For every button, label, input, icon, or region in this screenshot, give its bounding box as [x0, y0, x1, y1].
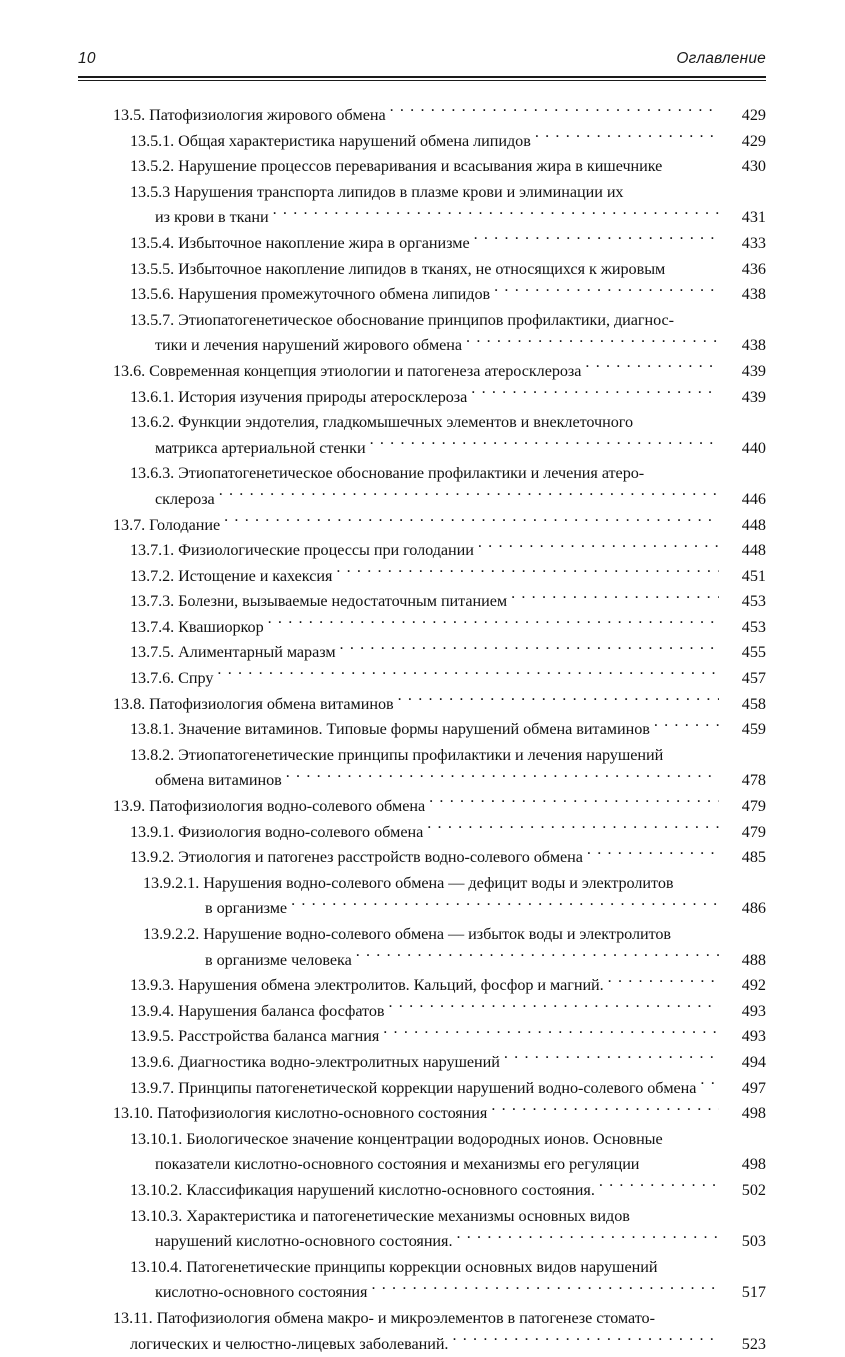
dot-leader — [535, 129, 719, 145]
toc-entry[interactable] — [78, 922, 766, 948]
dot-leader — [273, 206, 719, 222]
toc-entry-page-number: 439 — [722, 359, 766, 385]
toc-entry-page-number: 453 — [722, 589, 766, 615]
dot-leader — [585, 360, 719, 376]
toc-entry-label: 13.5.3 Нарушения транспорта липидов в плазме крови и элиминации их — [130, 180, 623, 206]
toc-entry[interactable] — [78, 1280, 766, 1306]
toc-entry-page-number: 503 — [722, 1229, 766, 1255]
dot-leader — [608, 974, 719, 990]
dot-leader — [648, 462, 719, 478]
dot-leader — [599, 1179, 719, 1195]
toc-entry-label: кислотно-основного состояния — [155, 1280, 367, 1306]
toc-entry-page-number: 448 — [722, 538, 766, 564]
toc-entry[interactable] — [78, 845, 766, 871]
toc-entry-page-number: 485 — [722, 845, 766, 871]
toc-entry[interactable] — [78, 103, 766, 129]
dot-leader — [268, 616, 719, 632]
toc-entry[interactable] — [78, 1229, 766, 1255]
toc-entry-label: 13.7.2. Истощение и кахексия — [130, 564, 332, 590]
dot-leader — [504, 1051, 719, 1067]
toc-entry[interactable] — [78, 1152, 766, 1178]
toc-entry-label: 13.7.1. Физиологические процессы при голодании — [130, 538, 474, 564]
toc-entry-page-number: 459 — [722, 717, 766, 743]
toc-entry-label: 13.9.2.2. Нарушение водно-солевого обмена — избыток воды и электролитов — [143, 922, 671, 948]
toc-entry-label: 13.6.3. Этиопатогенетическое обоснование профилактики и лечения атеро- — [130, 461, 644, 487]
toc-entry-label: обмена витаминов — [155, 768, 282, 794]
toc-entry-label: 13.7.4. Квашиоркор — [130, 615, 264, 641]
toc-entry-label: логических и челюстно-лицевых заболеваний. — [130, 1332, 448, 1357]
dot-leader — [217, 667, 719, 683]
dot-leader — [340, 641, 719, 657]
toc-entry-label: 13.10.2. Классификация нарушений кислотно-основного состояния. — [130, 1178, 595, 1204]
toc-entry-page-number: 451 — [722, 564, 766, 590]
toc-entry[interactable] — [78, 768, 766, 794]
toc-entry-label: 13.7.6. Спру — [130, 666, 213, 692]
toc-entry-page-number: 478 — [722, 768, 766, 794]
toc-entry-label: 13.5.4. Избыточное накопление жира в организме — [130, 231, 470, 257]
toc-entry[interactable] — [78, 1204, 766, 1230]
toc-entry-label: 13.9.7. Принципы патогенетической коррекции нарушений водно-солевого обмена — [130, 1076, 696, 1102]
dot-leader — [291, 897, 719, 913]
toc-entry[interactable] — [78, 999, 766, 1025]
toc-entry-label: 13.11. Патофизиология обмена макро- и микроэлементов в патогенезе стомато- — [113, 1306, 655, 1332]
toc-entry[interactable] — [78, 743, 766, 769]
toc-entry-label: из крови в ткани — [155, 205, 269, 231]
header-double-rule — [78, 76, 766, 81]
dot-leader — [398, 692, 719, 708]
toc-entry-label: 13.6.2. Функции эндотелия, гладкомышечных элементов и внеклеточного — [130, 410, 633, 436]
dot-leader — [356, 948, 719, 964]
dot-leader — [637, 411, 719, 427]
dot-leader — [478, 539, 719, 555]
toc-entry-page-number: 517 — [722, 1280, 766, 1306]
toc-entry[interactable] — [78, 871, 766, 897]
toc-entry-label: 13.5.7. Этиопатогенетическое обоснование принципов профилактики, диагнос- — [130, 308, 674, 334]
toc-entry-label: 13.7.5. Алиментарный маразм — [130, 640, 336, 666]
toc-entry-label: 13.10.3. Характеристика и патогенетические механизмы основных видов — [130, 1204, 630, 1230]
toc-entry-page-number: 502 — [722, 1178, 766, 1204]
toc-entry-page-number: 438 — [722, 282, 766, 308]
toc-entry[interactable] — [78, 180, 766, 206]
dot-leader — [491, 1102, 719, 1118]
toc-entry-label: 13.7.3. Болезни, вызываемые недостаточным питанием — [130, 589, 507, 615]
dot-leader — [667, 1128, 719, 1144]
toc-entry[interactable] — [78, 282, 766, 308]
dot-leader — [471, 385, 719, 401]
toc-entry-page-number: 457 — [722, 666, 766, 692]
toc-entry-page-number: 440 — [722, 436, 766, 462]
dot-leader — [700, 1076, 719, 1092]
toc-entry-page-number: 430 — [722, 154, 766, 180]
toc-entry[interactable] — [78, 973, 766, 999]
toc-entry[interactable] — [78, 1306, 766, 1332]
dot-leader — [224, 513, 719, 529]
toc-entry[interactable] — [78, 436, 766, 462]
dot-leader — [587, 846, 719, 862]
header-rule-thin — [78, 80, 766, 81]
dot-leader — [286, 769, 719, 785]
toc-entry[interactable] — [78, 1101, 766, 1127]
toc-entry-page-number: 455 — [722, 640, 766, 666]
dot-leader — [494, 283, 719, 299]
dot-leader — [452, 1332, 719, 1348]
dot-leader — [429, 795, 719, 811]
toc-entry[interactable] — [78, 538, 766, 564]
toc-entry-page-number: 479 — [722, 820, 766, 846]
toc-entry-page-number: 453 — [722, 615, 766, 641]
toc-entry[interactable] — [78, 1332, 766, 1357]
toc-entry-label: 13.9.3. Нарушения обмена электролитов. Кальций, фосфор и магний. — [130, 973, 604, 999]
toc-entry[interactable] — [78, 513, 766, 539]
dot-leader — [219, 488, 719, 504]
toc-entry-label: нарушений кислотно-основного состояния. — [155, 1229, 452, 1255]
toc-entry[interactable] — [78, 640, 766, 666]
toc-entry[interactable] — [78, 820, 766, 846]
dot-leader — [669, 257, 719, 273]
toc-entry[interactable] — [78, 359, 766, 385]
toc-entry[interactable] — [78, 461, 766, 487]
toc-entry[interactable] — [78, 794, 766, 820]
header-rule-thick — [78, 76, 766, 78]
toc-entry-page-number: 488 — [722, 948, 766, 974]
toc-entry[interactable] — [78, 205, 766, 231]
toc-entry[interactable] — [78, 948, 766, 974]
toc-entry-label: 13.8.2. Этиопатогенетические принципы профилактики и лечения нарушений — [130, 743, 663, 769]
toc-entry[interactable] — [78, 231, 766, 257]
toc-entry-label: 13.9.4. Нарушения баланса фосфатов — [130, 999, 385, 1025]
running-head-title: Оглавление — [676, 50, 766, 68]
toc-entry[interactable] — [78, 589, 766, 615]
toc-entry[interactable] — [78, 129, 766, 155]
toc-entry[interactable] — [78, 1127, 766, 1153]
toc-entry[interactable] — [78, 717, 766, 743]
toc-entry-page-number: 448 — [722, 513, 766, 539]
toc-entry[interactable] — [78, 615, 766, 641]
dot-leader — [474, 232, 719, 248]
toc-entry[interactable] — [78, 1255, 766, 1281]
toc-entry-label: 13.9.6. Диагностика водно-электролитных нарушений — [130, 1050, 500, 1076]
dot-leader — [678, 309, 719, 325]
dot-leader — [371, 1281, 719, 1297]
toc-entry[interactable] — [78, 333, 766, 359]
toc-entry-page-number: 498 — [722, 1152, 766, 1178]
dot-leader — [336, 565, 719, 581]
toc-entry-label: 13.9.2.1. Нарушения водно-солевого обмена — дефицит воды и электролитов — [143, 871, 673, 897]
dot-leader — [389, 1000, 719, 1016]
toc-entry-label: показатели кислотно-основного состояния и механизмы его регуляции — [155, 1152, 639, 1178]
toc-entry[interactable] — [78, 666, 766, 692]
toc-entry-page-number: 431 — [722, 205, 766, 231]
dot-leader — [390, 104, 719, 120]
dot-leader — [675, 923, 719, 939]
toc-entry-page-number: 494 — [722, 1050, 766, 1076]
toc-entry-label: 13.10. Патофизиология кислотно-основного состояния — [113, 1101, 487, 1127]
dot-leader — [667, 744, 719, 760]
toc-entry-label: 13.8. Патофизиология обмена витаминов — [113, 692, 394, 718]
toc-entry[interactable] — [78, 1024, 766, 1050]
toc-entry-page-number: 479 — [722, 794, 766, 820]
toc-entry-label: 13.6. Современная концепция этиологии и патогенеза атеросклероза — [113, 359, 581, 385]
toc-entry[interactable] — [78, 564, 766, 590]
toc-entry-label: в организме человека — [205, 948, 352, 974]
toc-entry-label: 13.5.5. Избыточное накопление липидов в тканях, не относящихся к жировым — [130, 257, 665, 283]
toc-entry-label: 13.9. Патофизиология водно-солевого обмена — [113, 794, 425, 820]
toc-entry-label: склероза — [155, 487, 215, 513]
toc-entry[interactable] — [78, 154, 766, 180]
toc-entry-page-number: 429 — [722, 103, 766, 129]
toc-entry[interactable] — [78, 692, 766, 718]
page-folio-number: 10 — [78, 50, 96, 68]
dot-leader — [383, 1025, 719, 1041]
dot-leader — [466, 334, 719, 350]
dot-leader — [661, 1256, 719, 1272]
toc-entry-label: 13.5.1. Общая характеристика нарушений обмена липидов — [130, 129, 531, 155]
toc-entry-page-number: 498 — [722, 1101, 766, 1127]
toc-entry-label: 13.10.1. Биологическое значение концентрации водородных ионов. Основные — [130, 1127, 663, 1153]
toc-entry[interactable] — [78, 1076, 766, 1102]
toc-entry-page-number: 436 — [722, 257, 766, 283]
toc-entry-label: 13.8.1. Значение витаминов. Типовые формы нарушений обмена витаминов — [130, 717, 650, 743]
toc-entry-page-number: 493 — [722, 999, 766, 1025]
toc-entry-label: 13.6.1. История изучения природы атеросклероза — [130, 385, 467, 411]
table-of-contents — [78, 103, 766, 1357]
toc-entry-page-number: 429 — [722, 129, 766, 155]
dot-leader — [456, 1230, 719, 1246]
toc-entry-label: тики и лечения нарушений жирового обмена — [155, 333, 462, 359]
toc-entry-page-number: 446 — [722, 487, 766, 513]
toc-entry[interactable] — [78, 410, 766, 436]
toc-entry-page-number: 497 — [722, 1076, 766, 1102]
dot-leader — [666, 155, 719, 171]
dot-leader — [659, 1307, 719, 1323]
toc-entry-label: матрикса артериальной стенки — [155, 436, 366, 462]
dot-leader — [643, 1153, 719, 1169]
toc-entry[interactable] — [78, 1050, 766, 1076]
toc-entry-page-number: 439 — [722, 385, 766, 411]
toc-entry-page-number: 486 — [722, 896, 766, 922]
toc-entry[interactable] — [78, 308, 766, 334]
toc-entry[interactable] — [78, 896, 766, 922]
toc-entry[interactable] — [78, 487, 766, 513]
running-head — [78, 50, 766, 68]
toc-entry-page-number: 433 — [722, 231, 766, 257]
dot-leader — [627, 181, 719, 197]
toc-entry-label: 13.5.6. Нарушения промежуточного обмена липидов — [130, 282, 490, 308]
toc-entry-label: 13.9.1. Физиология водно-солевого обмена — [130, 820, 423, 846]
toc-entry-label: 13.9.5. Расстройства баланса магния — [130, 1024, 379, 1050]
toc-entry-page-number: 438 — [722, 333, 766, 359]
toc-entry-page-number: 523 — [722, 1332, 766, 1357]
dot-leader — [370, 437, 719, 453]
toc-entry-page-number: 458 — [722, 692, 766, 718]
toc-entry-label: 13.9.2. Этиология и патогенез расстройств водно-солевого обмена — [130, 845, 583, 871]
dot-leader — [427, 820, 719, 836]
toc-entry[interactable] — [78, 257, 766, 283]
toc-entry[interactable] — [78, 385, 766, 411]
toc-entry-page-number: 492 — [722, 973, 766, 999]
toc-entry-label: 13.5.2. Нарушение процессов переваривания и всасывания жира в кишечнике — [130, 154, 662, 180]
toc-entry-label: в организме — [205, 896, 287, 922]
toc-entry-label: 13.7. Голодание — [113, 513, 220, 539]
dot-leader — [677, 872, 719, 888]
toc-entry-page-number: 493 — [722, 1024, 766, 1050]
toc-entry-label: 13.10.4. Патогенетические принципы коррекции основных видов нарушений — [130, 1255, 657, 1281]
dot-leader — [511, 590, 719, 606]
dot-leader — [654, 718, 719, 734]
dot-leader — [634, 1204, 719, 1220]
toc-entry-label: 13.5. Патофизиология жирового обмена — [113, 103, 386, 129]
